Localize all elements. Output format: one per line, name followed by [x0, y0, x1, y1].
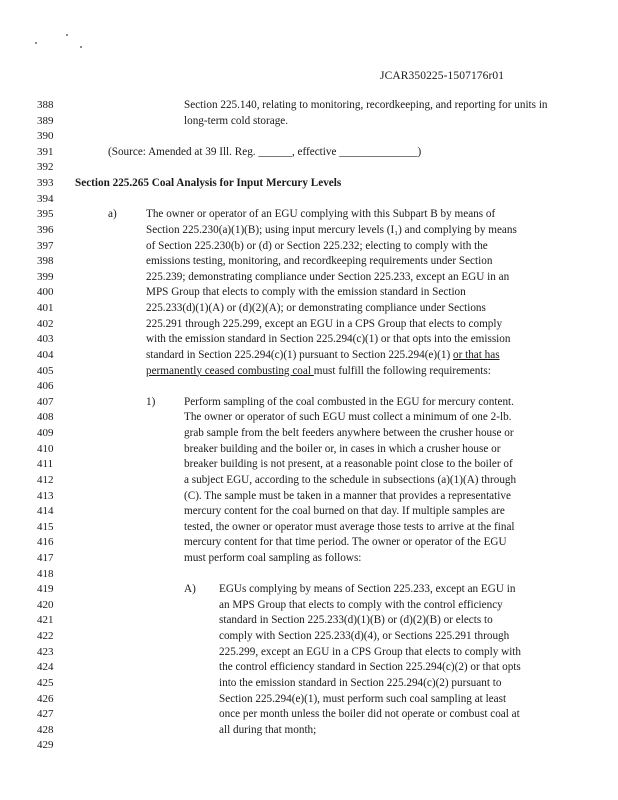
line-number: 393	[37, 177, 54, 190]
line-number: 425	[37, 676, 54, 689]
text-segment: breaker building is not present, at a reasonable point close to the boiler of	[184, 458, 513, 471]
line-text: The owner or operator of an EGU complying with this Subpart B by means of	[146, 208, 496, 221]
line-text	[184, 116, 288, 127]
line-number: 407	[37, 395, 54, 408]
line-number: 420	[37, 598, 54, 611]
line-number: 405	[37, 364, 54, 377]
scan-speck	[66, 34, 68, 36]
line-number: 415	[37, 520, 54, 533]
line-text	[108, 209, 117, 220]
line-number: 428	[37, 723, 54, 736]
text-segment: once per month unless the boiler did not operate or combust coal at	[219, 708, 520, 721]
line-text	[184, 537, 507, 548]
line-number: 402	[37, 317, 54, 330]
scan-speck	[35, 42, 37, 44]
text-segment: (C). The sample must be taken in a manner that provides a representative	[184, 489, 511, 502]
line-text	[184, 475, 516, 486]
line-number: 398	[37, 255, 54, 268]
line-number: 413	[37, 489, 54, 502]
line-number: 417	[37, 551, 54, 564]
line-text	[184, 553, 361, 564]
text-segment: a subject EGU, according to the schedule in subsections (a)(1)(A) through	[184, 473, 517, 486]
text-segment: a)	[108, 208, 117, 221]
line-number: 399	[37, 270, 54, 283]
text-segment: of Section 225.230(b) or (d) or Section 225.232; electing to comply with the	[146, 239, 488, 252]
text-segment: emissions testing, monitoring, and recordkeeping requirements under Section	[146, 255, 493, 268]
line-text	[219, 678, 501, 689]
text-segment: all during that month;	[219, 723, 317, 736]
line-text	[184, 506, 505, 517]
text-segment: must perform coal sampling as follows:	[184, 551, 362, 564]
text-segment: must fulfill the following requirements:	[313, 364, 491, 377]
line-number: 419	[37, 583, 54, 596]
text-segment: grab sample from the belt feeders anywhere between the crusher house or	[184, 427, 514, 440]
line-text	[146, 319, 502, 330]
line-text	[184, 459, 513, 470]
document-code: JCAR350225-1507176r01	[380, 70, 505, 82]
text-segment: mercury content for the coal burned on that day. If multiple samples are	[184, 505, 505, 518]
line-number: 389	[37, 114, 54, 127]
text-segment: an MPS Group that elects to comply with the control efficiency	[219, 598, 503, 611]
line-text	[146, 256, 492, 267]
text-segment: tested, the owner or operator must average those tests to arrive at the final	[184, 520, 515, 533]
line-text	[184, 428, 514, 439]
line-text	[219, 709, 520, 720]
line-text	[146, 241, 488, 252]
line-number: 404	[37, 348, 54, 361]
line-text	[184, 584, 196, 595]
text-segment: into the emission standard in Section 225.294(c)(2) pursuant to	[219, 676, 502, 689]
line-text	[219, 662, 521, 673]
line-number: 424	[37, 661, 54, 674]
line-number: 395	[37, 208, 54, 221]
line-number: 412	[37, 473, 54, 486]
line-text	[184, 522, 515, 533]
text-segment: (Source: Amended at 39 Ill. Reg. ______, effective ______________)	[108, 145, 422, 158]
text-segment: 225.233(d)(1)(A) or (d)(2)(A); or demonstrating compliance under Sections	[146, 302, 486, 315]
text-segment: 225.291 through 225.299, except an EGU in a CPS Group that elects to comply	[146, 317, 503, 330]
line-text	[146, 334, 510, 345]
text-segment: long-term cold storage.	[184, 114, 289, 127]
line-text	[146, 350, 500, 361]
line-number: 427	[37, 708, 54, 721]
text-segment: MPS Group that elects to comply with the emission standard in Section	[146, 286, 466, 299]
line-text	[146, 225, 517, 236]
text-segment: Section 225.265 Coal Analysis for Input Mercury Levels	[75, 177, 342, 190]
line-number: 411	[37, 458, 54, 471]
line-text	[146, 303, 486, 314]
line-number: 422	[37, 630, 54, 643]
text-segment: mercury content for that time period. The owner or operator of the EGU	[184, 536, 507, 549]
line-text	[75, 178, 341, 189]
line-number: 397	[37, 239, 54, 252]
line-number: 429	[37, 739, 54, 752]
line-number: 401	[37, 302, 54, 315]
text-segment: the control efficiency standard in Section 225.294(c)(2) or that opts	[219, 661, 521, 674]
line-number: 426	[37, 692, 54, 705]
line-number: 388	[37, 99, 54, 111]
line-text: EGUs complying by means of Section 225.233, except an EGU in	[219, 583, 516, 596]
scan-speck	[80, 46, 82, 48]
line-text: Perform sampling of the coal combusted in the EGU for mercury content.	[184, 395, 514, 408]
line-text	[146, 397, 155, 408]
line-number: 390	[37, 130, 54, 143]
text-segment: The owner or operator of such EGU must collect a minimum of one 2-lb.	[184, 411, 512, 424]
text-segment: 225.239; demonstrating compliance under Section 225.233, except an EGU in an	[146, 270, 510, 283]
line-number: 408	[37, 411, 54, 424]
text-segment: comply with Section 225.233(d)(4), or Sections 225.291 through	[219, 630, 510, 643]
line-number: 418	[37, 567, 54, 580]
line-number: 414	[37, 505, 54, 518]
line-text	[219, 600, 503, 611]
line-number: 406	[37, 380, 54, 393]
line-text	[146, 366, 491, 377]
line-text	[219, 694, 506, 705]
line-number: 396	[37, 223, 54, 236]
line-text	[184, 444, 500, 455]
text-segment: 225.299, except an EGU in a CPS Group that elects to comply with	[219, 645, 522, 658]
line-text	[108, 147, 421, 158]
line-number: 416	[37, 536, 54, 549]
line-text	[146, 287, 466, 298]
line-text	[219, 725, 316, 736]
text-segment: standard in Section 225.294(c)(1) pursuant to Section 225.294(e)(1)	[146, 348, 453, 361]
line-number: 392	[37, 161, 54, 174]
line-text	[184, 491, 511, 502]
line-text	[146, 272, 509, 283]
text-segment: breaker building and the boiler or, in cases in which a crusher house or	[184, 442, 501, 455]
text-segment: A)	[184, 583, 196, 596]
line-number: 409	[37, 427, 54, 440]
text-segment: standard in Section 225.233(d)(1)(B) or (d)(2)(B) or elects to	[219, 614, 493, 627]
line-text	[219, 631, 509, 642]
text-segment: permanently ceased combusting coal	[146, 364, 314, 377]
line-number: 403	[37, 333, 54, 346]
text-segment: 1)	[146, 395, 156, 408]
line-text	[219, 615, 493, 626]
line-number: 394	[37, 192, 54, 205]
line-text	[219, 647, 521, 658]
line-text	[184, 412, 511, 423]
text-segment: Section 225.230(a)(1)(B); using input mercury levels (I₁) and complying by means	[146, 223, 517, 236]
line-number: 410	[37, 442, 54, 455]
line-number: 391	[37, 145, 54, 158]
line-text	[184, 100, 548, 111]
line-number: 421	[37, 614, 54, 627]
text-segment: Section 225.140, relating to monitoring, recordkeeping, and reporting for units in	[184, 99, 548, 111]
text-segment: with the emission standard in Section 225.294(c)(1) or that opts into the emission	[146, 333, 511, 346]
line-number: 400	[37, 286, 54, 299]
text-segment: or that has	[452, 348, 500, 361]
text-segment: Section 225.294(e)(1), must perform such coal sampling at least	[219, 692, 507, 705]
line-number: 423	[37, 645, 54, 658]
